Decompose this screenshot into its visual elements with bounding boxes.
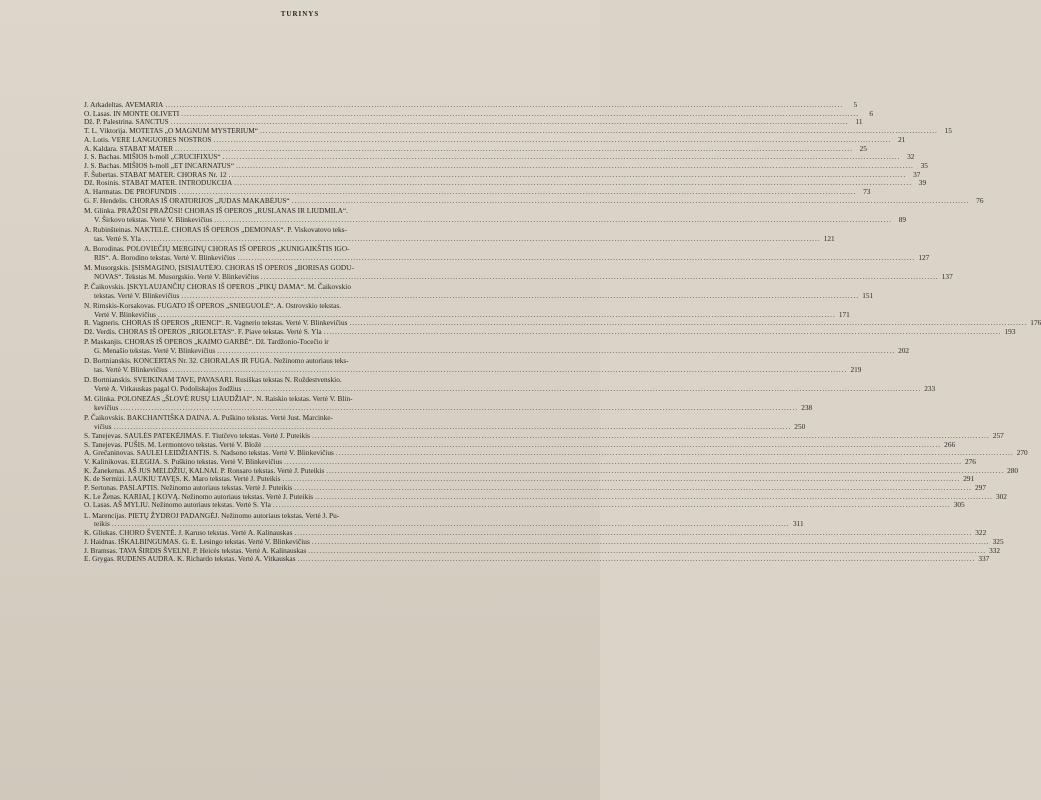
- page-number: 302: [995, 491, 1007, 501]
- page-number: 137: [941, 271, 953, 281]
- toc-entry-text: V. Širkovo tekstas. Vertė V. Blinkevičius: [94, 214, 213, 224]
- toc-entry: [84, 206, 907, 224]
- toc-entry-text: F. Šubertas. STABAT MATER. CHORAS Nr. 12: [84, 169, 227, 179]
- page-number: 89: [898, 214, 907, 224]
- page-number: 250: [794, 422, 806, 432]
- page-number: 76: [976, 195, 984, 205]
- toc-entry-text: Dž. Verdis. CHORAS IŠ OPEROS „RIGOLETAS“. F. Piave tekstas. Vertė S. Yla: [84, 327, 322, 337]
- toc-entry: [84, 195, 984, 206]
- dot-leader: [292, 197, 970, 206]
- toc-entry-text: J. Haidnas. IŠKALBINGUMAS. G. E. Lesingo tekstas. Vertė V. Blinkevičius: [84, 536, 310, 546]
- toc-entry-continuation: [84, 346, 910, 356]
- page-number: 21: [898, 134, 906, 144]
- toc-entry: [84, 510, 804, 529]
- toc-entry-text: RIS“. A. Borodino tekstas. Vertė V. Blinkevičius: [94, 252, 236, 262]
- toc-entry: [84, 500, 965, 510]
- dot-leader: [243, 385, 921, 394]
- page-number: 5: [853, 100, 858, 109]
- toc-entry-title: P. Čaikovskis. ĮSKYLAUJANČIŲ CHORAS IŠ OPEROS „PIKŲ DAMA“. M. Čaikovskio: [84, 282, 351, 292]
- dot-leader: [273, 501, 951, 510]
- page-header: TURINYS: [280, 10, 320, 18]
- toc-entry-text: S. Tanejevas. SAULĖS PATEKĖJIMAS. F. Tiutčevo tekstas. Vertė J. Puteikis: [84, 430, 310, 440]
- toc-entry-title: M. Glinka. POLONEZAS „ŠLOVĖ RUSŲ LIAUDŽIAI“. N. Raiskio tekstas. Vertė V. Blin-: [84, 394, 353, 404]
- toc-entry-text: J. S. Bachas. MIŠIOS h-moll „ET INCARNATUS“: [84, 160, 235, 170]
- dot-leader: [237, 254, 915, 263]
- toc-entry-title: P. Maskanjis. CHORAS IŠ OPEROS „KAIMO GARBĖ“. Dž. Tardžonio-Tocečio ir: [84, 337, 329, 347]
- toc-entry-text: V. Kalinikovas. ELEGIJA. S. Puškino tekstas. Vertė V. Blinkevičius: [84, 456, 283, 466]
- toc-entry-continuation: [84, 403, 813, 413]
- toc-entry: [84, 282, 874, 300]
- toc-entry-title: D. Bortnianskis. SVEIKINAM TAVE, PAVASARI. Rusiškas tekstas N. Roždestvenskio.: [84, 375, 342, 385]
- page-number: 325: [992, 536, 1004, 546]
- toc-entry-title: A. Rubinšteinas. NAKTELĖ. CHORAS IŠ OPEROS „DEMONAS“. P. Viskovatovo teks-: [84, 225, 347, 235]
- toc-entry-continuation: [84, 365, 862, 375]
- toc-entry-title: L. Marencijas. PIETŲ ŽYDROJ PADANGĖJ. Nežinomo autoriaus tekstas. Vertė J. Pu-: [84, 510, 340, 520]
- dot-leader: [143, 235, 821, 244]
- toc-entry-title: N. Rimskis-Korsakovas. FUGATO IŠ OPEROS „SNIEGUOLĖ“. A. Ostrovskio tekstas.: [84, 301, 342, 311]
- page-number: 270: [1016, 448, 1028, 458]
- toc-entry-text: tas. Vertė S. Yla: [94, 233, 141, 243]
- toc-entry-text: R. Vagneris. CHORAS IŠ OPEROS „RIENCI“. R. Vagnerio tekstas. Vertė V. Blinkevičius: [84, 318, 348, 328]
- toc-entry-line: [84, 195, 984, 206]
- page-number: 311: [792, 519, 804, 529]
- toc-entry-continuation: [84, 290, 874, 301]
- page-number: 233: [924, 384, 936, 394]
- toc-entry-continuation: [84, 214, 907, 225]
- page-number: 276: [964, 456, 976, 466]
- dot-leader: [181, 292, 859, 301]
- page-number: 332: [989, 545, 1001, 555]
- toc-entry-text: teikis: [94, 519, 110, 529]
- toc-entry-text: K. Le Ženas. KARIAI, Į KOVĄ. Nežinomo autoriaus tekstas. Vertė J. Puteikis: [84, 491, 314, 501]
- toc-entry-text: S. Tanejevas. PUŠIS. M. Lermontovo tekstas. Vertė V. Bložė: [84, 439, 262, 449]
- toc-entry-text: P. Sertonas. PASLAPTIS. Nežinomo autoriaus tekstas. Vertė J. Puteikis: [84, 483, 293, 493]
- toc-entry-text: J. S. Bachas. MIŠIOS h-moll „CRUCIFIXUS“: [84, 152, 221, 162]
- toc-entry-text: O. Lasas. IN MONTE OLIVETI: [84, 108, 180, 118]
- page-number: 73: [863, 187, 871, 197]
- toc-entry: [84, 375, 936, 394]
- toc-entry-text: K. Gliukas. CHORO ŠVENTĖ. J. Karuso tekstas. Vertė A. Kalinauskas: [84, 528, 293, 538]
- dot-leader: [170, 366, 848, 375]
- toc-entry: [84, 263, 953, 281]
- toc-entry-text: K. Žanekenas. AŠ JUS MELDŽIU, KALNAI. P. Ronsaro tekstas. Vertė J. Puteikis: [84, 465, 325, 475]
- dot-leader: [261, 273, 939, 282]
- toc-entry-continuation: [84, 252, 930, 263]
- toc-entry-text: Vertė V. Blinkevičius: [94, 309, 156, 319]
- page-number: 6: [869, 108, 874, 118]
- page-number: 291: [963, 474, 975, 484]
- page-number: 219: [850, 365, 862, 375]
- page-number: 266: [944, 439, 956, 449]
- page-number: 35: [920, 160, 928, 170]
- page-number: 15: [944, 126, 952, 136]
- page-number: 176: [1030, 318, 1041, 328]
- toc-entry: [84, 394, 813, 413]
- dot-leader: [298, 555, 976, 564]
- toc-entry-continuation: [84, 384, 936, 394]
- toc-entry-text: Dž. Rosinis. STABAT MATER. INTRODUKCIJA: [84, 178, 233, 188]
- toc-entry-line: [84, 500, 965, 510]
- page-number: 11: [855, 117, 863, 127]
- toc-entry-text: E. Grygas. RUDENS AUDRA. K. Richardo tekstas. Vertė A. Vitkauskas: [84, 554, 296, 564]
- page-number: 297: [975, 483, 986, 493]
- toc-entry-text: tas. Vertė V. Blinkevičius: [94, 365, 168, 375]
- toc-entry-text: A. Lotis. VERE LANGUORES NOSTROS: [84, 134, 212, 144]
- toc-entry: [84, 244, 930, 262]
- toc-entry-line: [84, 327, 1016, 337]
- page-number: 121: [823, 233, 835, 243]
- toc-entry-text: K. de Sermizi. LAUKIU TAVĘS. K. Maro tekstas. Vertė J. Puteikis: [84, 474, 281, 484]
- toc-entry-continuation: [84, 271, 953, 282]
- page-number: 280: [1007, 465, 1019, 475]
- toc-entry: [84, 337, 910, 356]
- toc-entry: [84, 327, 1016, 337]
- toc-entry-title: P. Čaikovskis. BAKCHANTIŠKA DAINA. A. Puškino tekstas. Vertė Just. Marcinke-: [84, 413, 333, 423]
- toc-entry: [84, 356, 862, 375]
- page-number: 171: [838, 309, 850, 319]
- toc-entry-line: [84, 554, 990, 564]
- toc-entry-text: J. Bramsas. TAVA ŠIRDIS ŠVELNI. P. Heicės tekstas. Vertė A. Kalinauskas: [84, 545, 307, 555]
- toc-entry-text: O. Lasas. AŠ MYLIU. Nežinomo autoriaus tekstas. Vertė S. Yla: [84, 500, 271, 510]
- toc-entry-text: Vertė A. Vitkauskas pagal O. Podoliskajos žodžius: [94, 384, 242, 394]
- toc-entry-text: A. Harmatas. DE PROFUNDIS: [84, 187, 177, 197]
- toc-entry: [84, 225, 835, 243]
- toc-entry-continuation: [84, 233, 835, 244]
- toc-entry-text: vičius: [94, 422, 112, 432]
- page-number: 238: [801, 403, 813, 413]
- toc-entry: [84, 554, 990, 564]
- page-number: 257: [992, 430, 1004, 440]
- toc-entry-text: Dž. P. Palestrina. SANCTUS: [84, 117, 169, 127]
- table-of-contents: [84, 100, 1041, 564]
- toc-entry-text: G. Menašio tekstas. Vertė V. Blinkevičius: [94, 346, 216, 356]
- toc-entry-title: M. Musorgskis. ĮSISMAGINO, ĮSISIAUTĖJO. CHORAS IŠ OPEROS „BORISAS GODU-: [84, 263, 354, 273]
- toc-entry-text: kevičius: [94, 403, 119, 413]
- page-number: 322: [975, 528, 987, 538]
- page-number: 337: [978, 554, 990, 564]
- toc-entry-text: tekstas. Vertė V. Blinkevičius: [94, 290, 180, 300]
- toc-entry-text: NOVAS“. Tekstas M. Musorgskio. Vertė V. Blinkevičius: [94, 271, 259, 281]
- dot-leader: [214, 216, 892, 225]
- toc-entry-text: T. L. Viktorija. MOTETAS „O MAGNUM MYSTERIUM“: [84, 126, 259, 136]
- toc-entry-title: A. Borodinas. POLOVIEČIŲ MERGINŲ CHORAS IŠ OPEROS „KUNIGAIKŠTIS IGO-: [84, 244, 350, 254]
- toc-entry-text: A. Grečaninovas. SAULEI LEIDŽIANTIS. S. Nadsono tekstas. Vertė V. Blinkevičius: [84, 448, 334, 458]
- page-number: 151: [862, 290, 874, 300]
- page-number: 25: [859, 143, 867, 153]
- toc-entry-text: G. F. Hendelis. CHORAS IŠ ORATORIJOS „JUDAS MAKABĖJUS“: [84, 195, 290, 205]
- page-number: 32: [907, 152, 915, 162]
- toc-entry-title: D. Bortnianskis. KONCERTAS Nr. 32. CHORALAS IR FUGA. Nežinomo autoriaus teks-: [84, 356, 349, 366]
- page-number: 39: [918, 178, 927, 188]
- page-number: 202: [898, 346, 910, 356]
- toc-entry: [84, 301, 850, 319]
- page-number: 305: [953, 500, 965, 510]
- page-number: 127: [918, 252, 930, 262]
- page-number: 193: [1004, 327, 1016, 337]
- toc-entry-text: A. Kaldara. STABAT MATER: [84, 143, 174, 153]
- toc-entry-title: M. Glinka. PRAŽŪSI PRAŽŪSI! CHORAS IŠ OPEROS „RUSLANAS IR LIUDMILA“.: [84, 206, 348, 216]
- toc-entry: [84, 413, 806, 432]
- dot-leader: [217, 347, 895, 356]
- page-number: 37: [913, 169, 921, 179]
- dot-leader: [120, 404, 798, 413]
- dot-leader: [324, 328, 1002, 337]
- toc-entry-text: J. Arkadeltas. AVEMARIA: [84, 100, 164, 109]
